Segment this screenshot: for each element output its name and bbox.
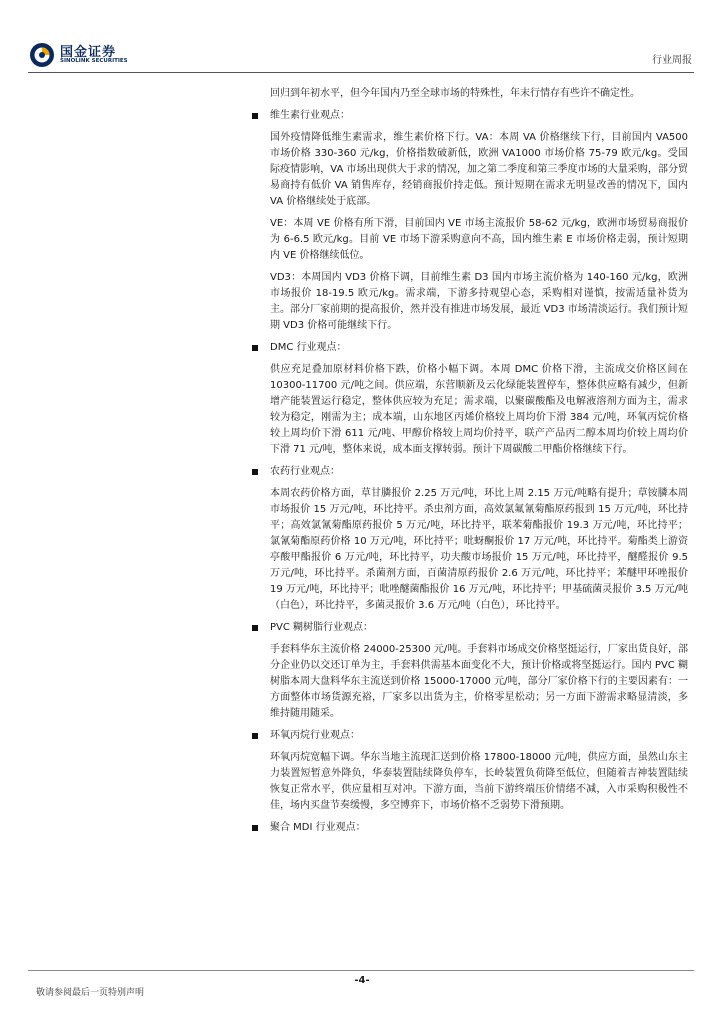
- square-bullet-icon: [252, 625, 258, 631]
- square-bullet-icon: [252, 113, 258, 119]
- intro-paragraph: 回归到年初水平，但今年国内乃至全球市场的特殊性，年末行情存有些许不确定性。: [270, 88, 640, 99]
- square-bullet-icon: [252, 825, 258, 831]
- vitamin-paragraph-va: 国外疫情降低维生素需求，维生素价格下行。VA：本周 VA 价格继续下行，目前国内 VA500 市场价格 330-360 元/kg，价格指数破新低，欧洲 VA1000 市场价格 75-79 欧元/kg。受国际疫情影响，VA 市场出现供大于求的情况，加之第二季度和第三季度市场的大量采购，部分贸易商持有低价 VA 销售库存，经销商报价持走低。预计短期在需求无明显改善的情况下，国内 VA 价格继续处于底部。: [270, 132, 688, 207]
- section-heading-propylene-oxide: [250, 728, 688, 744]
- section-heading-pvc: [250, 620, 688, 636]
- footer-disclaimer: 敬请参阅最后一页特别声明: [36, 988, 145, 998]
- page-number: -4-: [354, 975, 370, 986]
- vitamin-paragraph-vd3: VD3：本周国内 VD3 价格下调，目前维生素 D3 国内市场主流价格为 140-160 元/kg，欧洲市场报价 18-19.5 欧元/kg。需求端，下游多持观望心态，采购相对谨慎，按需适量补货为主。部分厂家前期的提高报价，然并没有推进市场发展，最近 VD3 市场清淡运行。我们预计短期 VD3 价格可能继续下行。: [270, 272, 688, 331]
- pvc-paragraph: 手套料华东主流价格 24000-25300 元/吨。手套料市场成交价格坚挺运行，厂家出货良好，部分企业仍以交还订单为主，手套料供需基本面变化不大，预计价格或将坚挺运行。国内 PVC 糊树脂本周大盘料华东主流送到价格 15000-17000 元/吨，部分厂家价格下行的主要因素有：一方面整体市场货源充裕，厂家多以出货为主，价格零星松动；另一方面下游需求略显清淡，多维持随用随采。: [270, 644, 688, 719]
- section-title: 维生素行业观点：: [270, 110, 350, 121]
- header-divider: [28, 72, 694, 73]
- company-logo: [29, 41, 139, 73]
- footer-divider: [28, 970, 694, 971]
- section-title: 聚合 MDI 行业观点：: [270, 822, 366, 833]
- square-bullet-icon: [252, 345, 258, 351]
- vitamin-paragraph-ve: VE：本周 VE 价格有所下滑，目前国内 VE 市场主流报价 58-62 元/kg，欧洲市场贸易商报价为 6-6.5 欧元/kg。目前 VE 市场下游采购意向不高，国内维生素 E 市场价格走弱，预计短期内 VE 价格继续低位。: [270, 218, 688, 261]
- section-title: DMC 行业观点：: [270, 342, 347, 353]
- pesticide-paragraph: 本周农药价格方面，草甘膦报价 2.25 万元/吨，环比上周 2.15 万元/吨略有提升；草铵膦本周市场报价 15 万元/吨，环比持平。杀虫剂方面，高效氯氟氰菊酯原药报到 15 万元/吨，环比持平；高效氯氰菊酯原药报价 5 万元/吨，环比持平，联苯菊酯报价 19.3 万元/吨，环比持平；氯氰菊酯原药价格 10 万元/吨，环比持平；吡蚜酮报价 17 万元/吨，环比持平。菊酯类上游资亭酸甲酯报价 6 万元/吨，环比持平，功夫酸市场报价 15 万元/吨，环比持平，醚醛报价 9.5 万元/吨，环比持平。杀菌剂方面，百菌清原药报价 2.6 万元/吨，环比持平；苯醚甲环唑报价 19 万元/吨，环比持平；吡唑醚菌酯报价 16 万元/吨，环比持平；甲基硫菌灵报价 3.5 万元/吨（白色），环比持平，多菌灵报价 3.6 万元/吨（白色），环比持平。: [270, 488, 688, 611]
- section-heading-pesticide: [250, 464, 688, 480]
- section-heading-mdi: [250, 820, 688, 836]
- square-bullet-icon: [252, 733, 258, 739]
- section-heading-vitamin: [250, 108, 688, 124]
- logo-chinese-name: 国金证券: [60, 45, 117, 60]
- sinolink-logo-icon: [29, 42, 55, 68]
- page-header: [0, 0, 724, 80]
- report-type-label: 行业周报: [652, 55, 692, 66]
- section-title: 农药行业观点：: [270, 466, 340, 477]
- logo-english-name: SINOLINK SECURITIES: [60, 58, 128, 64]
- section-title: PVC 糊树脂行业观点：: [270, 622, 374, 633]
- propylene-oxide-paragraph: 环氧丙烷宽幅下调。华东当地主流现汇送到价格 17800-18000 元/吨，供应方面，虽然山东主力装置短暂意外降负，华泰装置陆续降负停车，长岭装置负荷降至低位，但随着吉神装置陆续恢复正常水平，供应量相互对冲。下游方面，当前下游终端压价情绪不减，入市采购积极性不佳，场内买盘节奏缓慢，多空博弈下，市场价格不乏弱势下滑预期。: [270, 752, 688, 811]
- dmc-paragraph: 供应充足叠加原材料价格下跌，价格小幅下调。本周 DMC 价格下滑，主流成交价格区间在 10300-11700 元/吨之间。供应端，东营顺新及云化绿能装置停车，整体供应略有减少，但新增产能装置运行稳定，整体供应较为充足；需求端，以聚碳酸酯及电解液溶剂方面为主，需求较为稳定，刚需为主；成本端，山东地区丙烯价格较上周均价下滑 384 元/吨，环氧丙烷价格较上周均价下滑 611 元/吨、甲醇价格较上周均价持平，联产产品丙二醇本周均价较上周均价下滑 71 元/吨，整体来说，成本面支撑转弱。预计下周碳酸二甲酯价格继续下行。: [270, 364, 688, 455]
- square-bullet-icon: [252, 469, 258, 475]
- section-title: 环氧丙烷行业观点：: [270, 730, 360, 741]
- report-body: [250, 86, 688, 842]
- section-heading-dmc: [250, 340, 688, 356]
